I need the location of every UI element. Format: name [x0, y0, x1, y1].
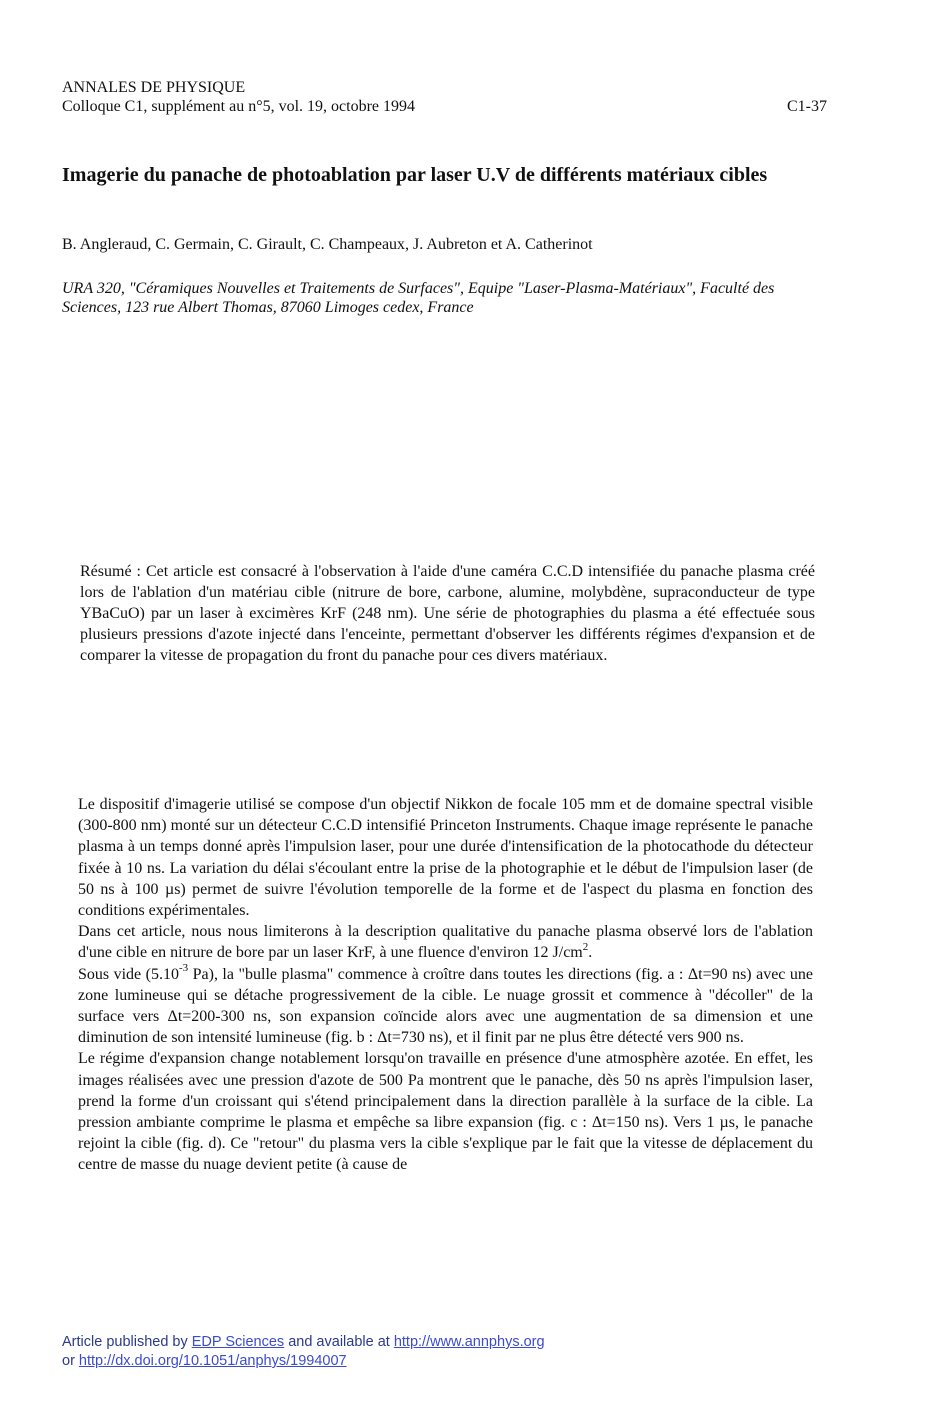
- journal-name: ANNALES DE PHYSIQUE: [62, 79, 246, 96]
- paragraph-4: Le régime d'expansion change notablement lorsqu'on travaille en présence d'une atmosphère azotée. En effet, les images réalisées avec une pression d'azote de 500 Pa montrent que le panache, dès 50 ns après l'impulsion laser, prend la forme d'un croissant qui s'étend principalement dans la direction parallèle à la surface de la cible. La pression ambiante comprime le plasma et empêche sa libre expansion (fig. c : Δt=150 ns). Vers 1 µs, le panache rejoint la cible (fig. d). Ce "retour" du plasma vers la cible s'explique par le fait que la vitesse de déplacement du centre de masse du nuage devient petite (à cause de: [78, 1050, 813, 1174]
- abstract: [80, 561, 815, 666]
- abstract-text: Cet article est consacré à l'observation à l'aide d'une caméra C.C.D intensifiée du panache plasma créé lors de l'ablation d'un matériau cible (nitrure de bore, carbone, alumine, molybdène, supraconducteur de type YBaCuO) par un laser à excimères KrF (248 nm). Une série de photographies du plasma a été effectuée sous plusieurs pressions d'azote injecté dans l'enceinte, permettant d'observer les différents régimes d'expansion et de comparer la vitesse de propagation du front du panache pour ces divers matériaux.: [80, 563, 816, 664]
- footer-line-2: [62, 1352, 545, 1371]
- superscript-exponent: -3: [178, 962, 189, 975]
- footer-or: or: [62, 1353, 79, 1369]
- site-link[interactable]: http://www.annphys.org: [393, 1334, 545, 1350]
- abstract-label: Résumé :: [80, 563, 141, 580]
- paragraph-3-text: Pa), la "bulle plasma" commence à croître dans toutes les directions (fig. a : Δt=90 ns) avec une zone lumineuse qui se détache progressivement de la cible. Le nuage grossit et commence à "décoller" de la surface vers Δt=200-300 ns, son expansion coïncide alors avec une augmentation de sa dimension et une diminution de son intensité lumineuse (fig. b : Δt=730 ns), et il finit par ne plus être détecté vers 900 ns.: [78, 965, 813, 1047]
- paragraph-3-start: Sous vide (5.10: [78, 965, 179, 983]
- paragraph-2-text: Dans cet article, nous nous limiterons à la description qualitative du panache plasma observé lors de l'ablation d'une cible en nitrure de bore par un laser KrF, à une fluence d'environ 12 J/cm: [78, 923, 813, 962]
- footer-middle: and available at: [284, 1334, 394, 1350]
- affiliation: URA 320, "Céramiques Nouvelles et Traitements de Surfaces", Equipe "Laser-Plasma-Matériaux", Faculté des Sciences, 123 rue Albert Thomas, 87060 Limoges cedex, France: [62, 280, 775, 316]
- body-text: [78, 794, 813, 1176]
- paper-title: Imagerie du panache de photoablation par laser U.V de différents matériaux cibles: [62, 164, 768, 186]
- publisher-link[interactable]: EDP Sciences: [191, 1334, 285, 1350]
- superscript-exponent: 2: [582, 941, 589, 954]
- footer-prefix: Article published by: [62, 1334, 192, 1350]
- page-number: C1-37: [787, 98, 827, 115]
- doi-link[interactable]: http://dx.doi.org/10.1051/anphys/1994007: [78, 1353, 347, 1369]
- journal-header: [62, 78, 415, 116]
- paragraph-2-end: .: [588, 944, 593, 962]
- footer-line-1: [62, 1333, 545, 1352]
- journal-issue: Colloque C1, supplément au n°5, vol. 19, octobre 1994: [62, 98, 416, 115]
- paragraph-2: [78, 921, 813, 963]
- author-list: B. Angleraud, C. Germain, C. Girault, C. Champeaux, J. Aubreton et A. Catherinot: [62, 236, 593, 253]
- paragraph-1: Le dispositif d'imagerie utilisé se compose d'un objectif Nikkon de focale 105 mm et de domaine spectral visible (300-800 nm) monté sur un détecteur C.C.D intensifié Princeton Instruments. Chaque image représente le panache plasma à un temps donné après l'impulsion laser, pour une durée d'intensification de la photocathode du détecteur fixée à 10 ns. La variation du délai s'écoulant entre la prise de la photographie et le début de l'impulsion laser (de 50 ns à 100 µs) permet de suivre l'évolution temporelle de la forme et de l'aspect du plasma en fonction des conditions expérimentales.: [78, 796, 813, 920]
- paragraph-3: [78, 964, 813, 1049]
- publication-footer: [62, 1333, 545, 1371]
